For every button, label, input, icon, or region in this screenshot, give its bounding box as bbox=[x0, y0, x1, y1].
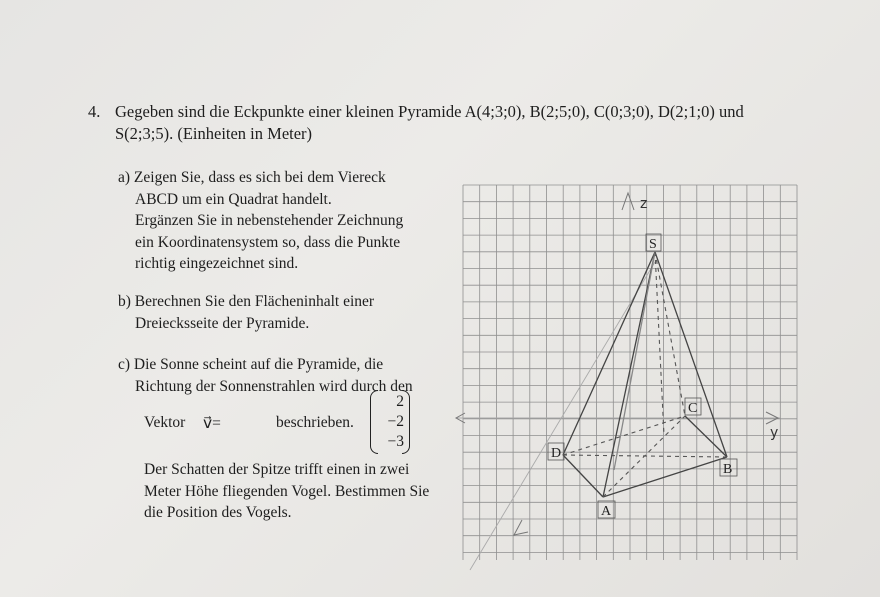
part-b-line: b) Berechnen Sie den Flächeninhalt einer bbox=[118, 293, 375, 310]
label-D: D bbox=[551, 446, 562, 461]
edge-SA bbox=[603, 252, 655, 497]
task-number: 4. bbox=[88, 102, 101, 121]
vector-name: v⃗= bbox=[203, 415, 221, 432]
part-c-line: c) Die Sonne scheint auf die Pyramide, die bbox=[118, 356, 384, 373]
edge-BC bbox=[685, 416, 727, 457]
part-a-line: ABCD um ein Quadrat handelt. bbox=[135, 190, 332, 208]
edge-AB bbox=[603, 457, 727, 497]
part-a-line: Ergänzen Sie in nebenstehender Zeichnung bbox=[135, 212, 404, 229]
part-c-line: Richtung der Sonnenstrahlen wird durch den bbox=[135, 377, 413, 395]
axis-label-z: z bbox=[640, 196, 648, 212]
x-axis-arrow-icon bbox=[514, 520, 528, 535]
label-A: A bbox=[601, 504, 612, 519]
part-a-line: ein Koordinatensystem so, dass die Punkte bbox=[135, 233, 401, 251]
part-c-line: Meter Höhe fliegenden Vogel. Bestimmen Sie bbox=[144, 482, 430, 500]
shadow-ray-line bbox=[470, 262, 655, 570]
task-statement-line-1: Gegeben sind die Eckpunkte einer kleinen Pyramide A(4;3;0), B(2;5;0), C(0;3;0), D(2;1;0) und bbox=[115, 102, 744, 121]
vector-prefix: Vektor bbox=[144, 414, 186, 431]
part-c-line: Der Schatten der Spitze trifft einen in zwei bbox=[144, 461, 410, 478]
part-b-line: Dreiecksseite der Pyramide. bbox=[135, 314, 310, 332]
task-statement-line-2: S(2;3;5). (Einheiten in Meter) bbox=[115, 124, 313, 143]
axis-label-y: y bbox=[770, 425, 779, 441]
vector-suffix: beschrieben. bbox=[276, 414, 354, 431]
vector-component: 2 bbox=[396, 393, 404, 410]
point-labels bbox=[548, 234, 737, 519]
label-B: B bbox=[723, 462, 733, 477]
part-a-line: richtig eingezeichnet sind. bbox=[135, 255, 299, 272]
light-rays bbox=[456, 262, 780, 570]
label-S: S bbox=[649, 237, 657, 252]
edge-AD bbox=[563, 455, 603, 497]
part-c-line: die Position des Vogels. bbox=[144, 504, 292, 521]
edge-SB bbox=[655, 252, 727, 457]
edge-SD bbox=[563, 252, 655, 455]
vector-component: −2 bbox=[387, 413, 404, 430]
part-a-line: a) Zeigen Sie, dass es sich bei dem Viereck bbox=[118, 169, 386, 186]
label-C: C bbox=[688, 401, 698, 416]
vector-component: −3 bbox=[387, 433, 404, 450]
